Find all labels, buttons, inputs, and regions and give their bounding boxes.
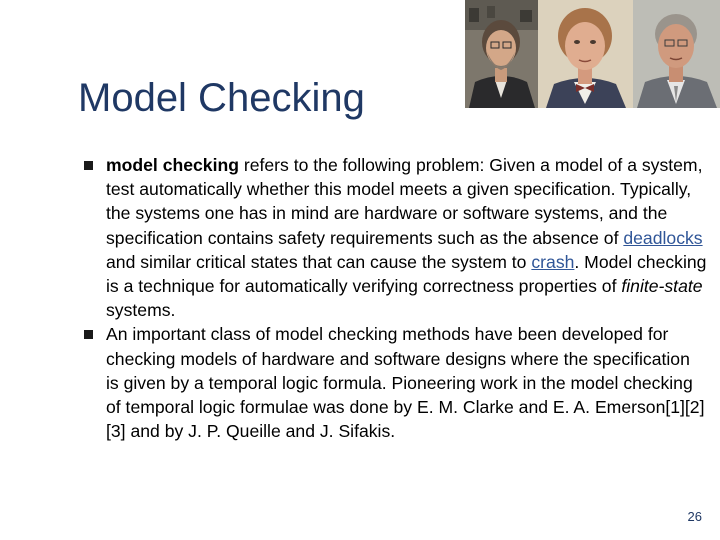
slide-title: Model Checking [78, 76, 365, 120]
square-bullet-icon [84, 330, 93, 339]
bullet-text: . Model checking is a technique for automatically verifying correctness properties of [106, 251, 707, 297]
square-bullet-icon [84, 161, 93, 170]
bullet-text: refers to the following problem: Given a model of a system, test automatically whether this model meets a given specification. Typically, the systems one has in mind are hardware or software systems, and the specification contains safety requirements such as the absence of [106, 155, 703, 248]
link-crash[interactable]: crash [531, 251, 575, 272]
photo-strip [465, 0, 720, 108]
bullet-item-1 [82, 153, 707, 322]
bullet-text: systems. [106, 300, 176, 321]
portrait-1 [465, 0, 538, 108]
term-model-checking: model checking [106, 155, 239, 175]
page-number: 26 [687, 509, 702, 524]
portrait-3 [633, 0, 720, 108]
bullet-text: An important class of model checking methods have been developed for checking models of hardware and software designs where the specification is given by a temporal logic formula. Pioneering work in the model checking of temporal logic formulae was done by E. M. Clarke and E. A. Emerson[1][2][3] and by J. P. Queille and J. Sifakis. [106, 324, 705, 442]
bullet-list [82, 153, 707, 443]
emphasis-finite-state: finite-state [621, 276, 703, 297]
bullet-text: and similar critical states that can cause the system to [106, 251, 532, 272]
bullet-item-2 [82, 322, 707, 443]
portrait-2 [538, 0, 633, 108]
link-deadlocks[interactable]: deadlocks [623, 227, 703, 248]
